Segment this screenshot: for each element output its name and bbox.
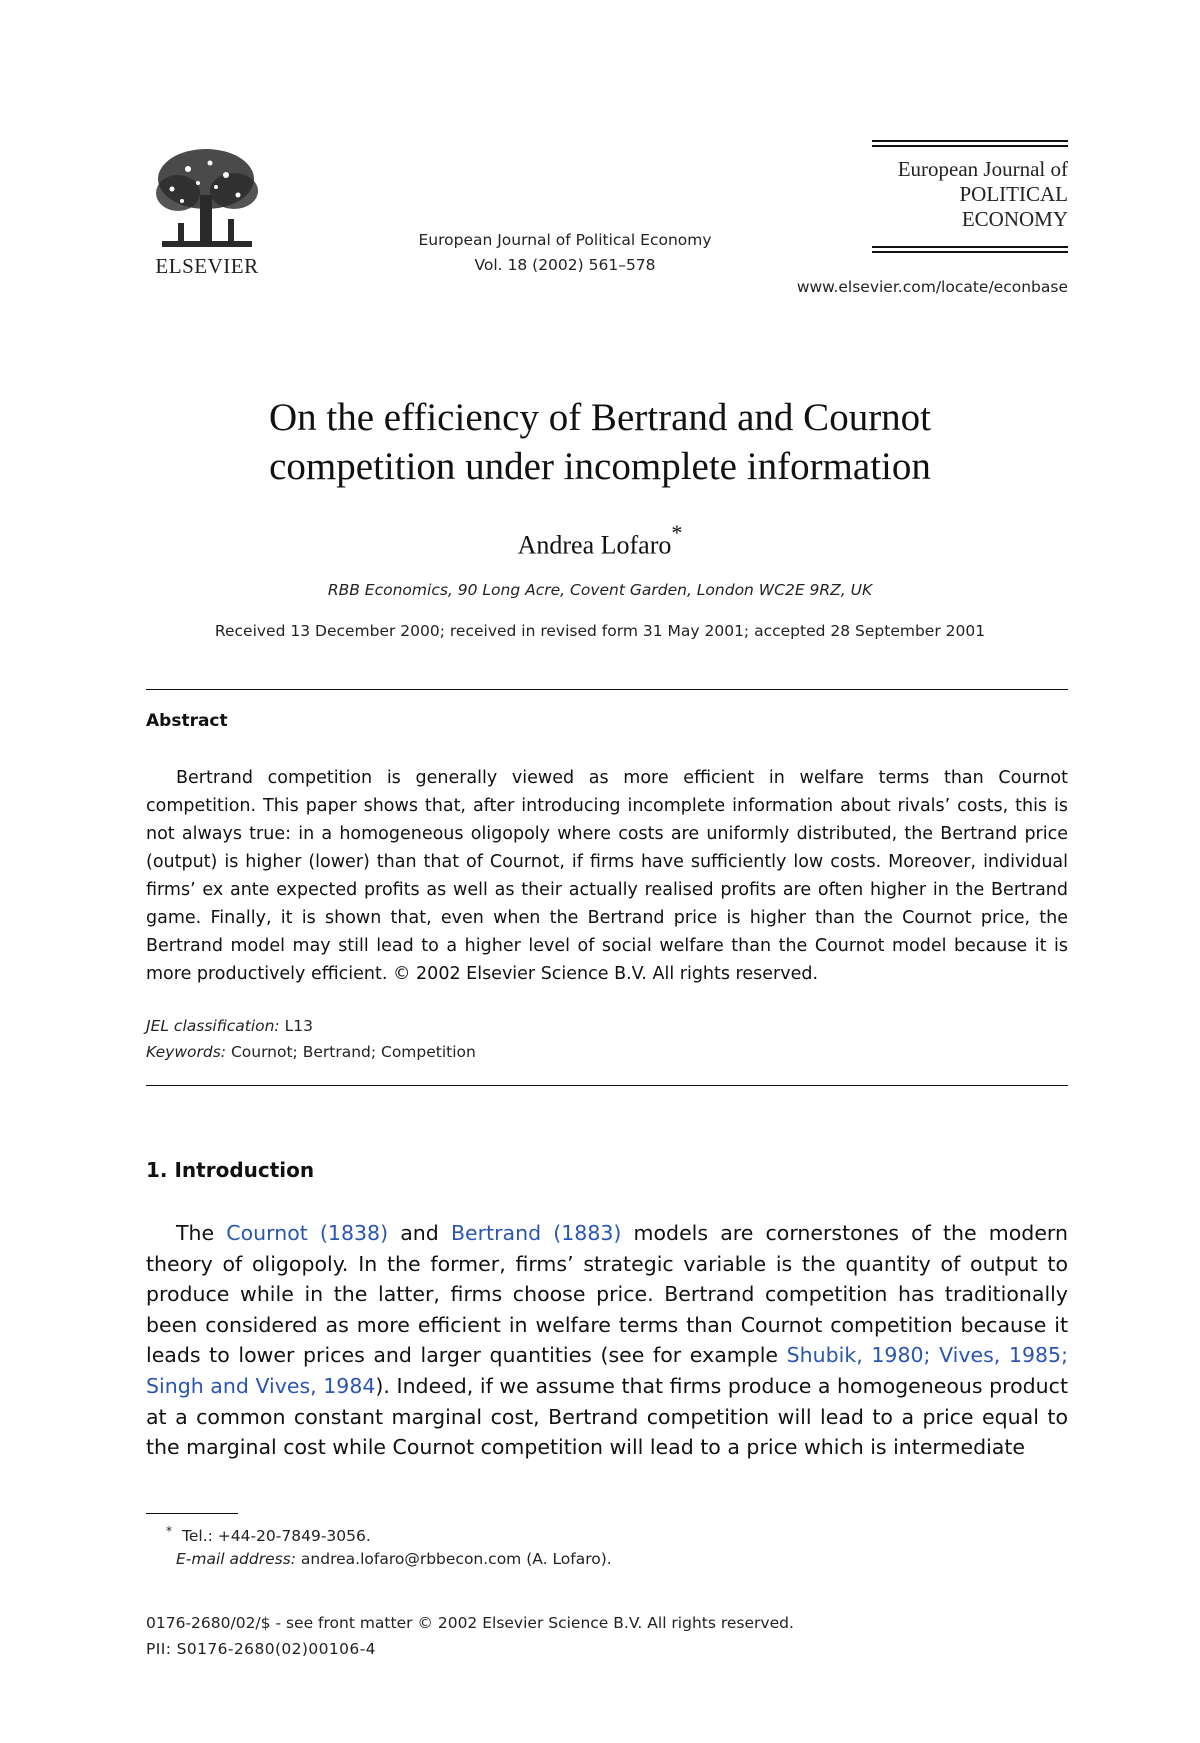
jel-value: L13: [284, 1017, 313, 1035]
citation-link-bertrand-1883[interactable]: Bertrand (1883): [450, 1221, 622, 1245]
citation-link-group[interactable]: Shubik, 1980; Vives, 1985; Singh and Vives, 1984: [146, 1343, 1068, 1398]
keywords-value: Cournot; Bertrand; Competition: [230, 1043, 476, 1061]
intro-text-4: ). Indeed, if we assume that firms produce a homogeneous product at a common constant marginal cost, Bertrand competition will lead to a price equal to the marginal cost while Cournot competition will lead to a price which is intermediate: [146, 1373, 1068, 1460]
intro-text-3: models are cornerstones of the modern theory of oligopoly. In the former, firms’ strategic variable is the quantity of output to produce while in the latter, firms choose price. Bertrand competition has traditionally been considered as more efficient in welfare terms than Cournot competition because it leads to lower prices and larger quantities (see for example: [146, 1221, 1068, 1368]
journal-logo: [872, 140, 1068, 253]
author: [120, 520, 1080, 561]
footnote-mark: *: [166, 1524, 172, 1538]
journal-logo-line-2: POLITICAL: [959, 182, 1068, 206]
author-name: Andrea Lofaro: [517, 530, 672, 560]
article-dates: Received 13 December 2000; received in revised form 31 May 2001; accepted 28 September 2001: [214, 622, 986, 640]
paper-title-line-2: competition under incomplete information: [269, 445, 931, 488]
author-footnote-mark[interactable]: *: [671, 520, 683, 545]
journal-citation: [380, 228, 750, 278]
copyright-line: 0176-2680/02/$ - see front matter © 2002 Elsevier Science B.V. All rights reserved.: [146, 1614, 794, 1632]
divider-top: [146, 689, 1068, 690]
publisher-name: ELSEVIER: [155, 254, 259, 278]
keywords: [146, 1043, 476, 1061]
citation-link-cournot-1838[interactable]: Cournot (1838): [226, 1221, 389, 1245]
intro-text-2: and: [388, 1221, 451, 1245]
email-label: E-mail address:: [176, 1550, 296, 1568]
jel-classification: [146, 1017, 313, 1035]
divider-bottom: [146, 1085, 1068, 1086]
journal-volume: Vol. 18 (2002) 561–578: [474, 256, 656, 274]
journal-logo-bottom-rule: [872, 246, 1068, 253]
abstract-text: Bertrand competition is generally viewed as more efficient in welfare terms than Cournot competition. This paper shows that, after introducing incomplete information about rivals’ costs, this is not always true: in a homogeneous oligopoly where costs are uniformly distributed, the Bertrand price (output) is higher (lower) than that of Cournot, if firms have sufficiently low costs. Moreover, individual firms’ ex ante expected profits as well as their actually realised profits are often higher in the Bertrand game. Finally, it is shown that, even when the Bertrand price is higher than the Cournot price, the Bertrand model may still lead to a higher level of social welfare than the Cournot model because it is more productively efficient. © 2002 Elsevier Science B.V. All rights reserved.: [146, 768, 1068, 984]
paper-title-line-1: On the efficiency of Bertrand and Cournot: [268, 396, 932, 439]
pii-line: PII: S0176-2680(02)00106-4: [146, 1640, 376, 1658]
journal-logo-line-3: ECONOMY: [961, 207, 1068, 231]
author-affiliation: RBB Economics, 90 Long Acre, Covent Garden, London WC2E 9RZ, UK: [327, 581, 873, 599]
email-address-link[interactable]: andrea.lofaro@rbbecon.com (A. Lofaro).: [300, 1550, 612, 1568]
footnote-telephone: [166, 1524, 371, 1546]
footnote-tel-text: Tel.: +44-20-7849-3056.: [182, 1527, 371, 1546]
journal-url-link[interactable]: www.elsevier.com/locate/econbase: [796, 278, 1068, 296]
jel-label: JEL classification:: [146, 1017, 280, 1035]
journal-name: European Journal of Political Economy: [418, 231, 712, 249]
intro-text-1: The: [176, 1221, 227, 1245]
keywords-label: Keywords:: [146, 1043, 226, 1061]
introduction-heading: 1. Introduction: [146, 1158, 315, 1182]
abstract-heading: Abstract: [146, 711, 228, 731]
paper-title: [120, 393, 1080, 491]
introduction-paragraph: [146, 1218, 1068, 1463]
journal-logo-top-rule: [872, 140, 1068, 147]
footnote-email: [176, 1550, 612, 1568]
journal-logo-line-1: European Journal of: [897, 157, 1068, 181]
footnote-rule: [146, 1513, 238, 1514]
